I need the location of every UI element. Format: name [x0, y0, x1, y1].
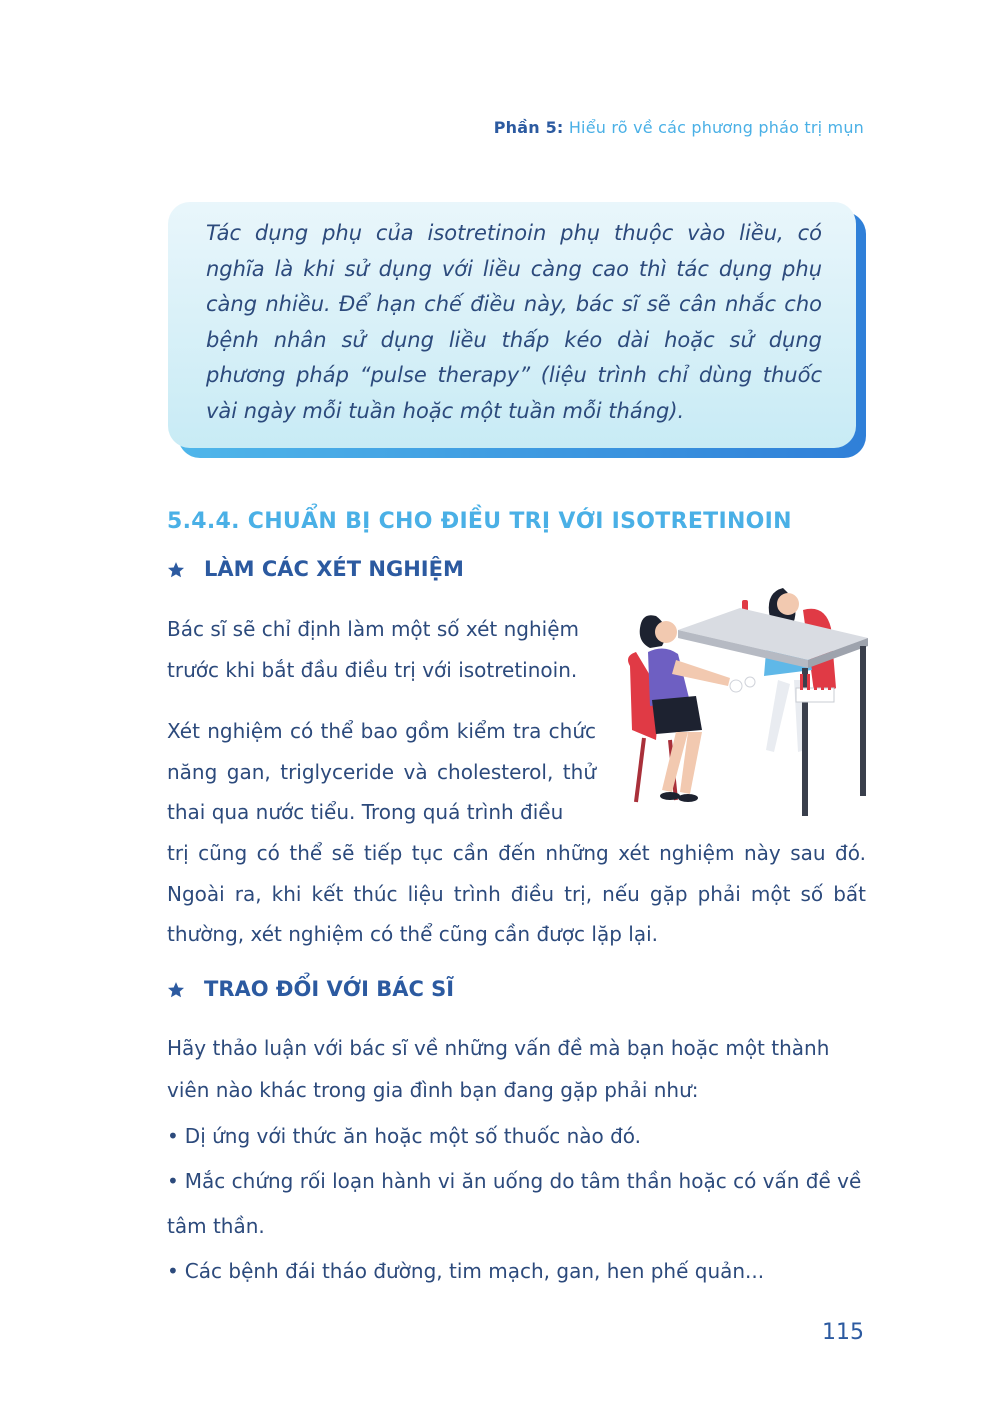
- tests-paragraph-1: Bác sĩ sẽ chỉ định làm một số xét nghiệm trước khi bắt đầu điều trị với isotretinoin.: [167, 617, 579, 682]
- callout-text: Tác dụng phụ của isotretinoin phụ thuộc vào liều, có nghĩa là khi sử dụng với liều càng cao thì tác dụng phụ càng nhiều. Để hạn chế điều này, bác sĩ sẽ cân nhắc cho bệnh nhân sử dụng liều thấp kéo dài hoặc sử dụng phương pháp “pulse therapy” (liệu trình chỉ dùng thuốc vài ngày mỗi tuần hoặc một tuần mỗi tháng).: [206, 221, 822, 423]
- header-chapter-title: Hiểu rõ về các phương pháo trị mụn: [568, 118, 864, 137]
- list-item: • Mắc chứng rối loạn hành vi ăn uống do tâm thần hoặc có vấn đề về tâm thần.: [167, 1169, 862, 1238]
- header-part-label: Phần 5:: [493, 118, 564, 137]
- bullet-dot-icon: •: [167, 1124, 179, 1148]
- subheading-consult-label: TRAO ĐỔI VỚI BÁC SĨ: [204, 977, 455, 1001]
- subheading-tests: [167, 557, 464, 581]
- doctor-patient-illustration: [618, 570, 868, 820]
- subheading-tests-label: LÀM CÁC XÉT NGHIỆM: [204, 557, 464, 581]
- list-item: • Dị ứng với thức ăn hoặc một số thuốc nào đó.: [167, 1124, 642, 1148]
- bullet-dot-icon: •: [167, 1259, 179, 1283]
- running-header: [494, 118, 864, 137]
- star-icon: [167, 981, 185, 999]
- subheading-consult: [167, 977, 454, 1001]
- consult-paragraph: Hãy thảo luận với bác sĩ về những vấn đề mà bạn hoặc một thành viên nào khác trong gia đình bạn đang gặp phải như:: [167, 1036, 830, 1102]
- tests-paragraph-3: trị cũng có thể sẽ tiếp tục cần đến những xét nghiệm này sau đó. Ngoài ra, khi kết thúc liệu trình điều trị, nếu gặp phải một số bất thường, xét nghiệm có thể cũng cần được lặp lại.: [167, 841, 866, 946]
- star-icon: [167, 561, 185, 579]
- tests-paragraph-2: Xét nghiệm có thể bao gồm kiểm tra chức năng gan, triglyceride và cholesterol, thử thai qua nước tiểu. Trong quá trình điều: [167, 719, 596, 824]
- condition-list: [167, 1114, 866, 1294]
- bullet-dot-icon: •: [167, 1169, 179, 1193]
- section-heading: 5.4.4. CHUẨN BỊ CHO ĐIỀU TRỊ VỚI ISOTRETINOIN: [167, 509, 792, 534]
- list-item: • Các bệnh đái tháo đường, tim mạch, gan, hen phế quản...: [167, 1259, 765, 1283]
- page-number: 115: [822, 1320, 864, 1345]
